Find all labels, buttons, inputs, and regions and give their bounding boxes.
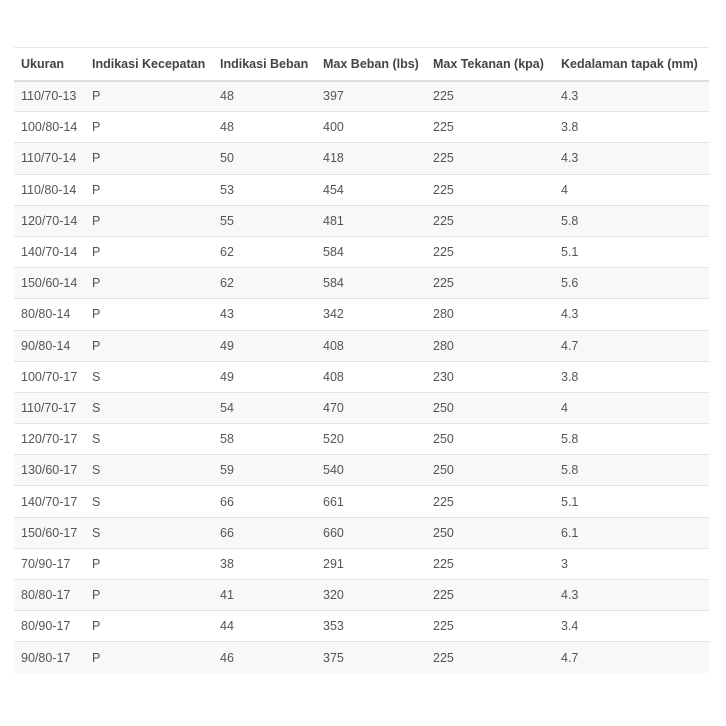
- cell-ukuran: 70/90-17: [21, 556, 71, 571]
- cell-max-tekanan: 250: [433, 432, 454, 447]
- cell-max-beban: 660: [323, 525, 344, 540]
- cell-ukuran: 100/80-14: [21, 120, 78, 135]
- cell-ukuran: 150/60-14: [21, 276, 78, 291]
- table-header: [14, 48, 709, 81]
- cell-kedalaman-tapak: 3.8: [561, 120, 579, 135]
- cell-indikasi-beban: 59: [220, 463, 234, 478]
- header-indikasi-kecepatan: Indikasi Kecepatan: [92, 56, 206, 71]
- table-row: [14, 424, 709, 455]
- cell-ukuran: 120/70-14: [21, 213, 78, 228]
- table-row: [14, 361, 709, 392]
- table-row: [14, 330, 709, 361]
- table-row: [14, 299, 709, 330]
- cell-max-tekanan: 225: [433, 588, 454, 603]
- cell-kedalaman-tapak: 6.1: [561, 525, 579, 540]
- table-body: [14, 81, 709, 674]
- cell-kedalaman-tapak: 4: [561, 182, 568, 197]
- table-row: [14, 236, 709, 267]
- tire-spec-table-container: [14, 47, 709, 673]
- cell-indikasi-kecepatan: P: [92, 213, 101, 228]
- cell-indikasi-kecepatan: P: [92, 650, 101, 665]
- cell-ukuran: 100/70-17: [21, 369, 78, 384]
- table-row: [14, 580, 709, 611]
- cell-indikasi-kecepatan: P: [92, 588, 101, 603]
- cell-max-tekanan: 280: [433, 338, 454, 353]
- cell-max-beban: 408: [323, 369, 344, 384]
- cell-max-tekanan: 280: [433, 307, 454, 322]
- cell-kedalaman-tapak: 5.6: [561, 276, 579, 291]
- cell-indikasi-kecepatan: S: [92, 400, 101, 415]
- cell-indikasi-beban: 48: [220, 89, 234, 104]
- cell-indikasi-beban: 44: [220, 619, 234, 634]
- cell-indikasi-kecepatan: P: [92, 182, 101, 197]
- cell-max-beban: 454: [323, 182, 344, 197]
- cell-indikasi-beban: 46: [220, 650, 234, 665]
- cell-indikasi-beban: 66: [220, 525, 234, 540]
- header-ukuran: Ukuran: [21, 56, 65, 71]
- header-row: [14, 48, 709, 81]
- cell-max-beban: 291: [323, 556, 344, 571]
- cell-indikasi-beban: 62: [220, 276, 234, 291]
- cell-kedalaman-tapak: 4.7: [561, 650, 579, 665]
- cell-ukuran: 110/70-14: [21, 151, 77, 166]
- cell-max-tekanan: 225: [433, 245, 454, 260]
- table-row: [14, 268, 709, 299]
- cell-max-beban: 418: [323, 151, 344, 166]
- cell-kedalaman-tapak: 5.8: [561, 213, 579, 228]
- table-row: [14, 611, 709, 642]
- table-row: [14, 174, 709, 205]
- table-row: [14, 455, 709, 486]
- table-row: [14, 81, 709, 112]
- header-max-tekanan: Max Tekanan (kpa): [433, 56, 544, 71]
- cell-max-beban: 661: [323, 494, 344, 509]
- cell-indikasi-beban: 49: [220, 369, 234, 384]
- cell-indikasi-beban: 50: [220, 151, 234, 166]
- cell-ukuran: 80/80-14: [21, 307, 71, 322]
- cell-max-beban: 481: [323, 213, 344, 228]
- cell-ukuran: 130/60-17: [21, 463, 78, 478]
- cell-indikasi-kecepatan: S: [92, 369, 101, 384]
- cell-ukuran: 120/70-17: [21, 432, 78, 447]
- cell-kedalaman-tapak: 5.8: [561, 432, 579, 447]
- cell-kedalaman-tapak: 4: [561, 400, 568, 415]
- header-max-beban: Max Beban (lbs): [323, 56, 419, 71]
- table-row: [14, 392, 709, 423]
- cell-kedalaman-tapak: 4.3: [561, 89, 579, 104]
- cell-kedalaman-tapak: 3.8: [561, 369, 579, 384]
- cell-ukuran: 80/80-17: [21, 588, 71, 603]
- cell-ukuran: 140/70-17: [21, 494, 78, 509]
- table-row: [14, 642, 709, 673]
- cell-kedalaman-tapak: 4.3: [561, 307, 579, 322]
- cell-max-beban: 584: [323, 245, 344, 260]
- table-row: [14, 486, 709, 517]
- cell-max-tekanan: 230: [433, 369, 454, 384]
- cell-indikasi-kecepatan: P: [92, 120, 101, 135]
- cell-kedalaman-tapak: 4.7: [561, 338, 579, 353]
- cell-ukuran: 90/80-17: [21, 650, 71, 665]
- cell-max-tekanan: 225: [433, 619, 454, 634]
- cell-indikasi-beban: 43: [220, 307, 234, 322]
- cell-max-tekanan: 225: [433, 120, 454, 135]
- cell-indikasi-beban: 58: [220, 432, 234, 447]
- cell-indikasi-kecepatan: S: [92, 463, 101, 478]
- cell-indikasi-kecepatan: P: [92, 338, 101, 353]
- table-row: [14, 548, 709, 579]
- cell-indikasi-beban: 54: [220, 400, 234, 415]
- cell-max-beban: 342: [323, 307, 344, 322]
- cell-ukuran: 110/70-17: [21, 400, 77, 415]
- cell-ukuran: 110/80-14: [21, 182, 77, 197]
- cell-indikasi-beban: 48: [220, 120, 234, 135]
- cell-kedalaman-tapak: 3.4: [561, 619, 579, 634]
- cell-max-tekanan: 225: [433, 650, 454, 665]
- cell-kedalaman-tapak: 5.8: [561, 463, 579, 478]
- cell-indikasi-kecepatan: P: [92, 89, 101, 104]
- cell-max-beban: 408: [323, 338, 344, 353]
- cell-max-tekanan: 250: [433, 525, 454, 540]
- table-row: [14, 112, 709, 143]
- cell-indikasi-kecepatan: P: [92, 151, 101, 166]
- cell-indikasi-beban: 53: [220, 182, 234, 197]
- cell-indikasi-kecepatan: S: [92, 432, 101, 447]
- cell-ukuran: 110/70-13: [21, 89, 77, 104]
- cell-indikasi-beban: 49: [220, 338, 234, 353]
- cell-indikasi-kecepatan: P: [92, 307, 101, 322]
- cell-max-tekanan: 250: [433, 400, 454, 415]
- cell-indikasi-kecepatan: S: [92, 494, 101, 509]
- cell-max-tekanan: 225: [433, 182, 454, 197]
- cell-max-beban: 540: [323, 463, 344, 478]
- cell-indikasi-beban: 41: [220, 588, 234, 603]
- cell-kedalaman-tapak: 4.3: [561, 151, 579, 166]
- cell-indikasi-kecepatan: P: [92, 619, 101, 634]
- cell-max-tekanan: 225: [433, 556, 454, 571]
- cell-indikasi-beban: 62: [220, 245, 234, 260]
- cell-max-beban: 584: [323, 276, 344, 291]
- cell-max-tekanan: 250: [433, 463, 454, 478]
- cell-max-tekanan: 225: [433, 151, 454, 166]
- cell-kedalaman-tapak: 5.1: [561, 494, 579, 509]
- cell-max-beban: 400: [323, 120, 344, 135]
- table-row: [14, 517, 709, 548]
- cell-max-beban: 375: [323, 650, 344, 665]
- table-row: [14, 205, 709, 236]
- cell-max-beban: 520: [323, 432, 344, 447]
- cell-kedalaman-tapak: 3: [561, 556, 568, 571]
- cell-indikasi-kecepatan: P: [92, 276, 101, 291]
- cell-max-tekanan: 225: [433, 213, 454, 228]
- cell-max-tekanan: 225: [433, 276, 454, 291]
- cell-ukuran: 140/70-14: [21, 245, 78, 260]
- cell-indikasi-kecepatan: P: [92, 556, 101, 571]
- cell-indikasi-kecepatan: P: [92, 245, 101, 260]
- cell-indikasi-beban: 55: [220, 213, 234, 228]
- table-row: [14, 143, 709, 174]
- cell-max-beban: 320: [323, 588, 344, 603]
- cell-max-tekanan: 225: [433, 494, 454, 509]
- cell-indikasi-kecepatan: S: [92, 525, 101, 540]
- cell-max-tekanan: 225: [433, 89, 454, 104]
- header-kedalaman-tapak: Kedalaman tapak (mm): [561, 56, 698, 71]
- cell-kedalaman-tapak: 4.3: [561, 588, 579, 603]
- cell-indikasi-beban: 38: [220, 556, 234, 571]
- cell-kedalaman-tapak: 5.1: [561, 245, 579, 260]
- cell-ukuran: 90/80-14: [21, 338, 71, 353]
- cell-max-beban: 353: [323, 619, 344, 634]
- header-indikasi-beban: Indikasi Beban: [220, 56, 309, 71]
- cell-indikasi-beban: 66: [220, 494, 234, 509]
- tire-spec-table: [14, 47, 709, 673]
- cell-max-beban: 397: [323, 89, 344, 104]
- cell-ukuran: 80/90-17: [21, 619, 71, 634]
- cell-ukuran: 150/60-17: [21, 525, 78, 540]
- cell-max-beban: 470: [323, 400, 344, 415]
